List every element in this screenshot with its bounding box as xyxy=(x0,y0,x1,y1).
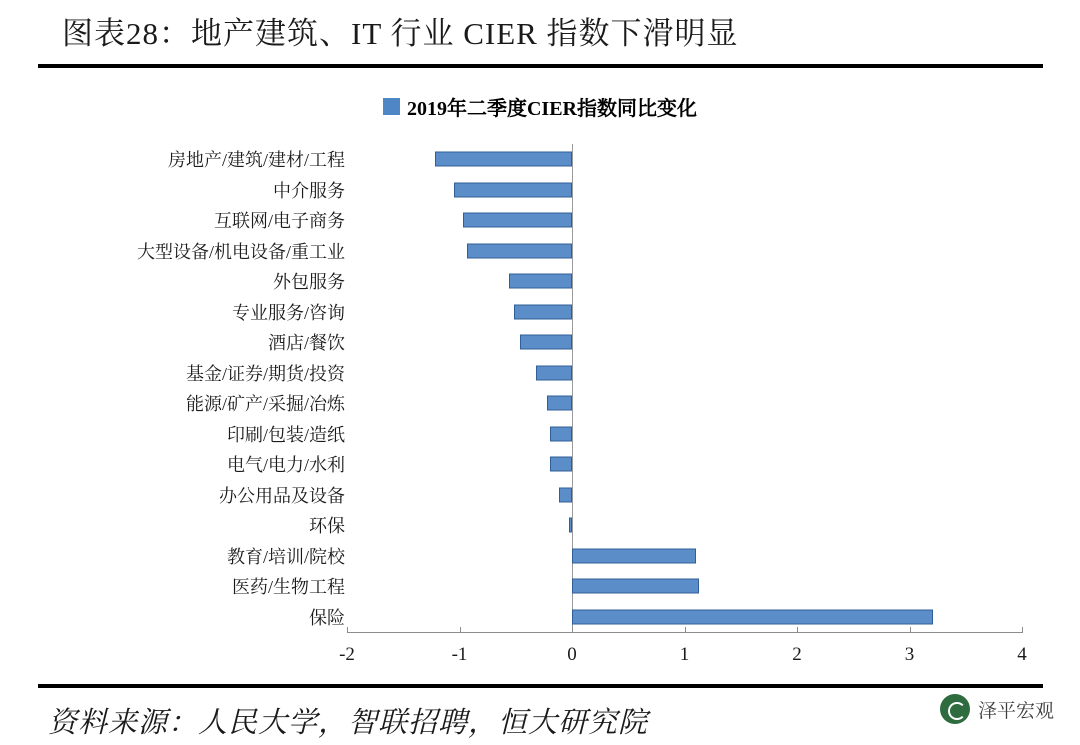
category-label: 酒店/餐饮 xyxy=(267,333,345,354)
bar xyxy=(559,487,573,502)
legend-swatch-icon xyxy=(383,98,400,115)
category-label: 医药/生物工程 xyxy=(231,577,345,598)
category-label: 房地产/建筑/建材/工程 xyxy=(167,150,345,171)
bar xyxy=(569,518,572,533)
bar xyxy=(536,365,572,380)
axis-tick xyxy=(910,627,911,633)
axis-tick-label: 4 xyxy=(1017,644,1027,665)
bar xyxy=(454,182,572,197)
legend-label: 2019年二季度CIER指数同比变化 xyxy=(406,98,697,120)
axis-tick xyxy=(347,627,348,633)
category-label: 基金/证券/期货/投资 xyxy=(185,363,345,384)
category-label: 中介服务 xyxy=(273,180,345,201)
bar xyxy=(572,548,696,563)
bar xyxy=(547,396,572,411)
category-label: 互联网/电子商务 xyxy=(213,211,345,232)
category-label: 保险 xyxy=(309,607,345,628)
bar xyxy=(520,335,572,350)
category-label: 印刷/包装/造纸 xyxy=(226,424,345,445)
plot-area xyxy=(339,144,1027,665)
bar xyxy=(463,213,572,228)
divider-top xyxy=(38,64,1043,68)
category-label: 教育/培训/院校 xyxy=(226,546,345,567)
watermark xyxy=(940,694,1054,724)
axis-tick xyxy=(797,627,798,633)
bar xyxy=(435,152,572,167)
title-area xyxy=(0,0,1080,68)
chart-legend xyxy=(0,92,1080,121)
axis-tick-label: 1 xyxy=(679,644,690,665)
bar xyxy=(514,304,573,319)
category-label: 外包服务 xyxy=(273,272,345,293)
category-label: 环保 xyxy=(309,516,345,537)
axis-tick xyxy=(572,627,573,633)
axis-tick xyxy=(1022,627,1023,633)
axis-tick xyxy=(685,627,686,633)
divider-bottom xyxy=(38,684,1043,688)
category-label: 办公用品及设备 xyxy=(219,485,345,506)
bar xyxy=(572,609,933,624)
category-label: 能源/矿产/采掘/冶炼 xyxy=(185,394,345,415)
axis-tick-label: 0 xyxy=(567,644,577,665)
circle-logo-icon xyxy=(940,694,970,724)
axis-tick-label: -2 xyxy=(339,644,355,665)
bar xyxy=(509,274,572,289)
axis-tick-label: 3 xyxy=(904,644,915,665)
source-note: 资料来源：人民大学，智联招聘，恒大研究院 xyxy=(48,707,649,739)
axis-tick-label: -1 xyxy=(451,644,468,665)
page-title: 图表28：地产建筑、IT 行业 CIER 指数下滑明显 xyxy=(62,16,739,51)
category-axis-labels xyxy=(40,144,345,632)
bar xyxy=(572,579,699,594)
axis-tick xyxy=(460,627,461,633)
chart-plot-wrapper xyxy=(0,138,1080,678)
bar xyxy=(467,243,572,258)
category-label: 大型设备/机电设备/重工业 xyxy=(136,241,345,262)
axis-tick-label: 2 xyxy=(792,644,802,665)
category-label: 专业服务/咨询 xyxy=(231,302,345,323)
category-label: 电气/电力/水利 xyxy=(226,455,345,476)
bar xyxy=(550,457,573,472)
bar xyxy=(550,426,573,441)
watermark-label: 泽平宏观 xyxy=(977,700,1054,722)
